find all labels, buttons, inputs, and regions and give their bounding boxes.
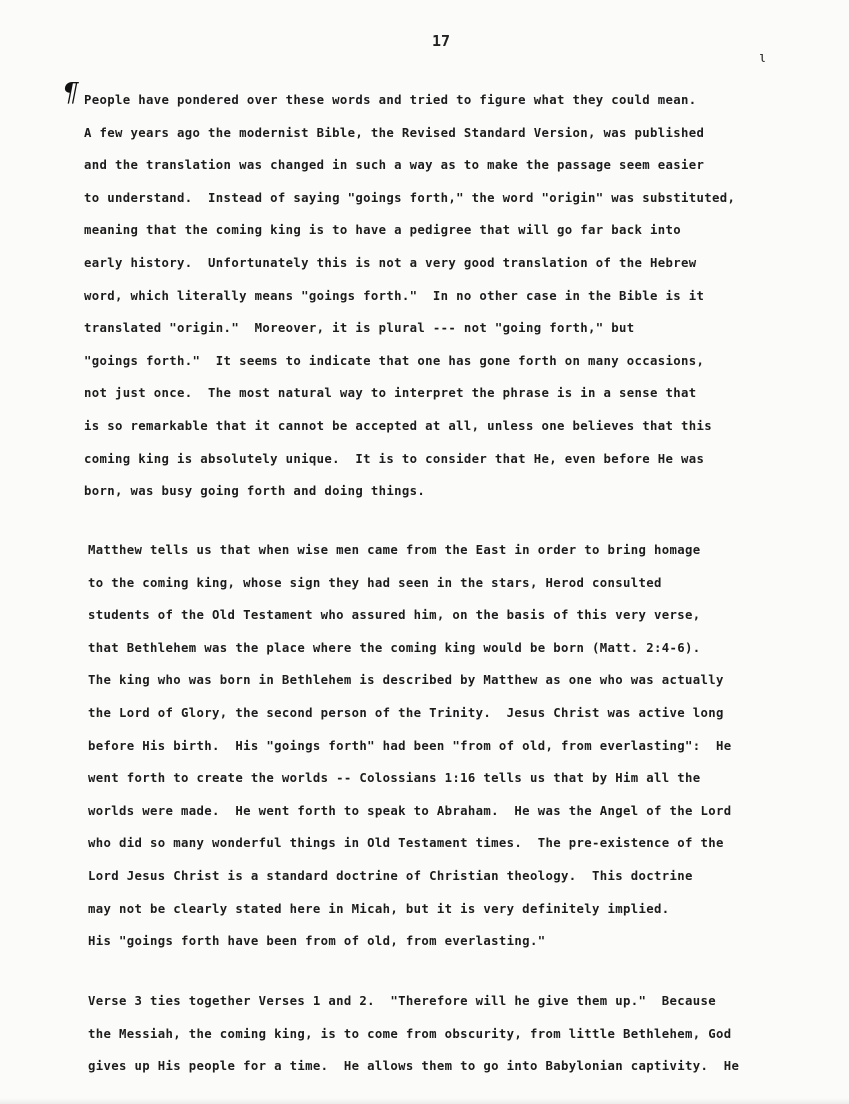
text-line: and the translation was changed in such a way as to make the passage seem easier <box>84 158 705 173</box>
text-line: students of the Old Testament who assured him, on the basis of this very verse, <box>88 608 701 623</box>
text-line: The king who was born in Bethlehem is described by Matthew as one who was actually <box>88 673 724 688</box>
text-line: may not be clearly stated here in Micah, but it is very definitely implied. <box>88 901 670 916</box>
handwritten-paragraph-mark: ¶ <box>62 78 79 108</box>
text-line: coming king is absolutely unique. It is to consider that He, even before He was <box>84 451 705 466</box>
text-line: gives up His people for a time. He allows them to go into Babylonian captivity. He <box>88 1059 740 1074</box>
text-line: the Messiah, the coming king, is to come from obscurity, from little Bethlehem, God <box>88 1026 732 1041</box>
text-line: before His birth. His "goings forth" had been "from of old, from everlasting": He <box>88 738 732 753</box>
paragraph-3 <box>88 985 808 1083</box>
text-line: the Lord of Glory, the second person of the Trinity. Jesus Christ was active long <box>88 705 724 720</box>
text-line: to the coming king, whose sign they had seen in the stars, Herod consulted <box>88 575 662 590</box>
text-line: "goings forth." It seems to indicate that one has gone forth on many occasions, <box>84 353 705 368</box>
text-line: word, which literally means "goings forth." In no other case in the Bible is it <box>84 288 705 303</box>
text-line: Lord Jesus Christ is a standard doctrine of Christian theology. This doctrine <box>88 868 693 883</box>
text-line: worlds were made. He went forth to speak to Abraham. He was the Angel of the Lord <box>88 803 732 818</box>
text-line: meaning that the coming king is to have a pedigree that will go far back into <box>84 223 682 238</box>
text-line: early history. Unfortunately this is not a very good translation of the Hebrew <box>84 255 697 270</box>
scan-bottom-edge <box>0 1098 849 1104</box>
paragraph-2 <box>88 534 808 958</box>
text-line: translated "origin." Moreover, it is plural --- not "going forth," but <box>84 321 635 336</box>
text-line: who did so many wonderful things in Old Testament times. The pre-existence of the <box>88 836 724 851</box>
text-line: went forth to create the worlds -- Colossians 1:16 tells us that by Him all the <box>88 771 701 786</box>
text-line: Verse 3 ties together Verses 1 and 2. "Therefore will he give them up." Because <box>88 994 717 1008</box>
text-line: A few years ago the modernist Bible, the Revised Standard Version, was published <box>84 125 705 140</box>
text-line: Matthew tells us that when wise men came from the East in order to bring homage <box>88 543 701 557</box>
text-line: People have pondered over these words and tried to figure what they could mean. <box>84 93 697 107</box>
text-line: is so remarkable that it cannot be accepted at all, unless one believes that this <box>84 418 713 433</box>
text-line: that Bethlehem was the place where the coming king would be born (Matt. 2:4-6). <box>88 640 701 655</box>
text-line: born, was busy going forth and doing things. <box>84 484 426 499</box>
page-number: 17 <box>432 32 451 50</box>
text-line: to understand. Instead of saying "goings forth," the word "origin" was substituted, <box>84 190 736 205</box>
text-line: His "goings forth have been from of old, from everlasting." <box>88 934 546 949</box>
paragraph-1 <box>84 84 804 508</box>
margin-mark: ι <box>758 50 767 66</box>
text-line: not just once. The most natural way to interpret the phrase is in a sense that <box>84 386 697 401</box>
